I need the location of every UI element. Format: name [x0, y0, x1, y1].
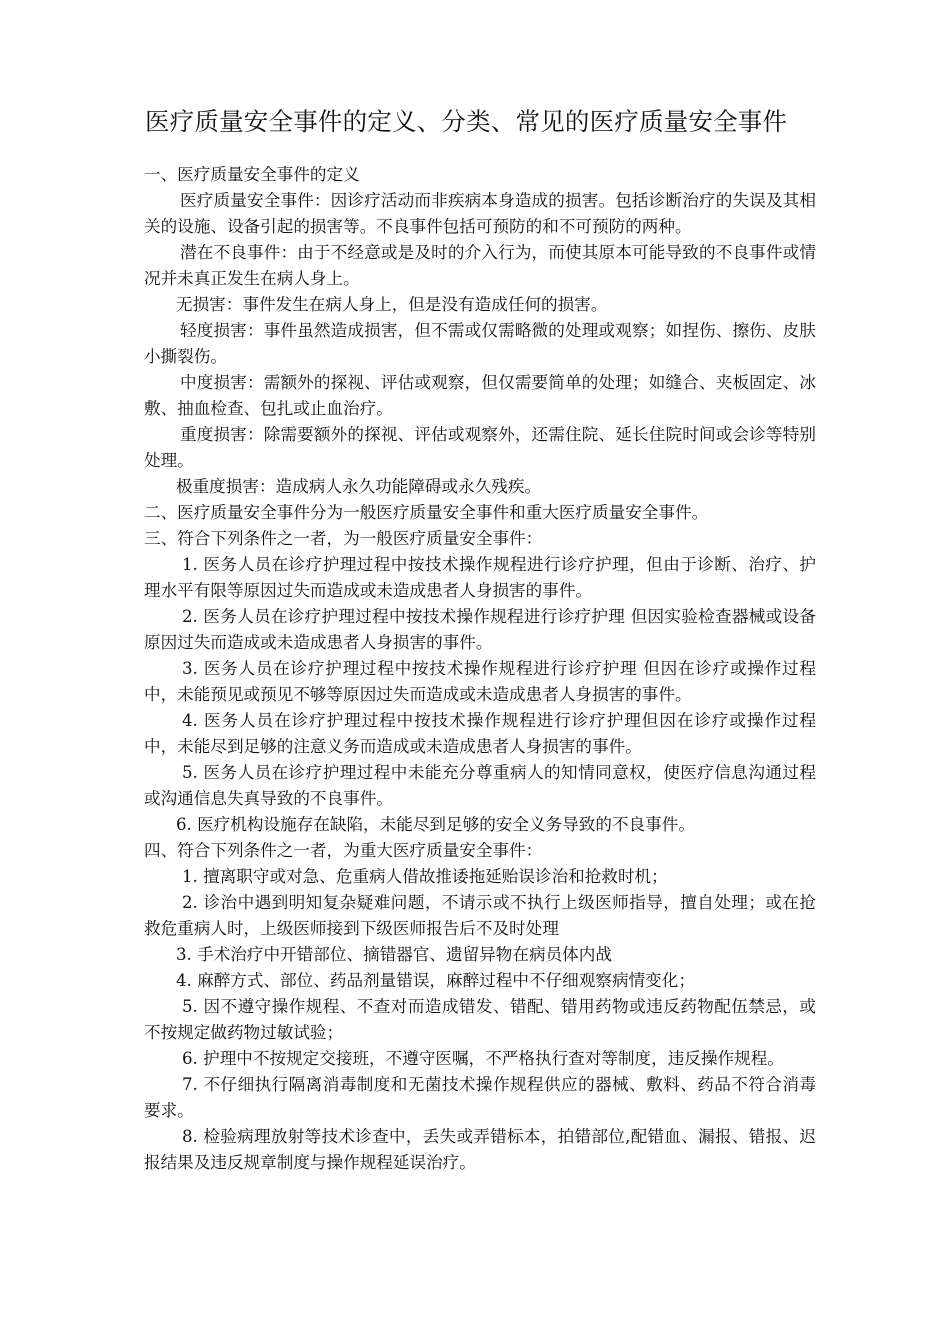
paragraph-severe-harm: 重度损害：除需要额外的探视、评估或观察外，还需住院、延长住院时间或会诊等特别处理。: [144, 425, 816, 470]
list-item: 4. 医务人员在诊疗护理过程中按技术操作规程进行诊疗护理但因在诊疗或操作过程中，未能尽到足够的注意义务而造成或未造成患者人身损害的事件。: [144, 711, 816, 756]
paragraph-mild-harm: 轻度损害：事件虽然造成损害，但不需或仅需略微的处理或观察；如捏伤、擦伤、皮肤小撕裂伤。: [144, 321, 816, 366]
list-item: 5. 因不遵守操作规程、不查对而造成错发、错配、错用药物或违反药物配伍禁忌，或不按规定做药物过敏试验；: [144, 997, 816, 1042]
list-item: 1. 医务人员在诊疗护理过程中按技术操作规程进行诊疗护理，但由于诊断、治疗、护理水平有限等原因过失而造成或未造成患者人身损害的事件。: [144, 555, 816, 600]
list-item: 1. 擅离职守或对急、危重病人借故推诿拖延贻误诊治和抢救时机；: [182, 867, 668, 886]
list-item: 5. 医务人员在诊疗护理过程中未能充分尊重病人的知情同意权，使医疗信息沟通过程或沟通信息失真导致的不良事件。: [144, 763, 816, 808]
section-heading-1: 一、医疗质量安全事件的定义: [144, 165, 360, 184]
list-item: 6. 护理中不按规定交接班，不遵守医嘱，不严格执行查对等制度，违反操作规程。: [182, 1049, 784, 1068]
paragraph-extreme-harm: 极重度损害：造成病人永久功能障碍或永久残疾。: [176, 477, 542, 496]
list-item: 4. 麻醉方式、部位、药品剂量错误，麻醉过程中不仔细观察病情变化；: [176, 971, 695, 990]
paragraph-no-harm: 无损害：事件发生在病人身上，但是没有造成任何的损害。: [176, 295, 608, 314]
section-heading-2: 二、医疗质量安全事件分为一般医疗质量安全事件和重大医疗质量安全事件。: [144, 503, 709, 522]
list-item: 8. 检验病理放射等技术诊查中，丢失或弄错标本，拍错部位,配错血、漏报、错报、迟报结果及违反规章制度与操作规程延误治疗。: [144, 1127, 816, 1172]
document-title: 医疗质量安全事件的定义、分类、常见的医疗质量安全事件: [145, 107, 788, 136]
list-item: 3. 手术治疗中开错部位、摘错器官、遗留异物在病员体内战: [176, 945, 612, 964]
paragraph-potential-event: 潜在不良事件：由于不经意或是及时的介入行为，而使其原本可能导致的不良事件或情况并未真正发生在病人身上。: [144, 243, 816, 288]
paragraph-moderate-harm: 中度损害：需额外的探视、评估或观察，但仅需要简单的处理；如缝合、夹板固定、冰敷、抽血检查、包扎或止血治疗。: [144, 373, 816, 418]
section-heading-3: 三、符合下列条件之一者，为一般医疗质量安全事件：: [144, 529, 543, 548]
document-body: [144, 162, 816, 1176]
list-item: 3. 医务人员在诊疗护理过程中按技术操作规程进行诊疗护理 但因在诊疗或操作过程中，未能预见或预见不够等原因过失而造成或未造成患者人身损害的事件。: [144, 659, 816, 704]
list-item: 2. 诊治中遇到明知复杂疑难问题，不请示或不执行上级医师指导，擅自处理；或在抢救危重病人时，上级医师接到下级医师报告后不及时处理: [144, 893, 816, 938]
list-item: 7. 不仔细执行隔离消毒制度和无菌技术操作规程供应的器械、敷料、药品不符合消毒要求。: [144, 1075, 816, 1120]
paragraph-definition: 医疗质量安全事件：因诊疗活动而非疾病本身造成的损害。包括诊断治疗的失误及其相关的设施、设备引起的损害等。不良事件包括可预防的和不可预防的两种。: [144, 191, 816, 236]
section-heading-4: 四、符合下列条件之一者，为重大医疗质量安全事件：: [144, 841, 543, 860]
list-item: 2. 医务人员在诊疗护理过程中按技术操作规程进行诊疗护理 但因实验检查器械或设备原因过失而造成或未造成患者人身损害的事件。: [144, 607, 816, 652]
list-item: 6. 医疗机构设施存在缺陷，未能尽到足够的安全义务导致的不良事件。: [176, 815, 695, 834]
